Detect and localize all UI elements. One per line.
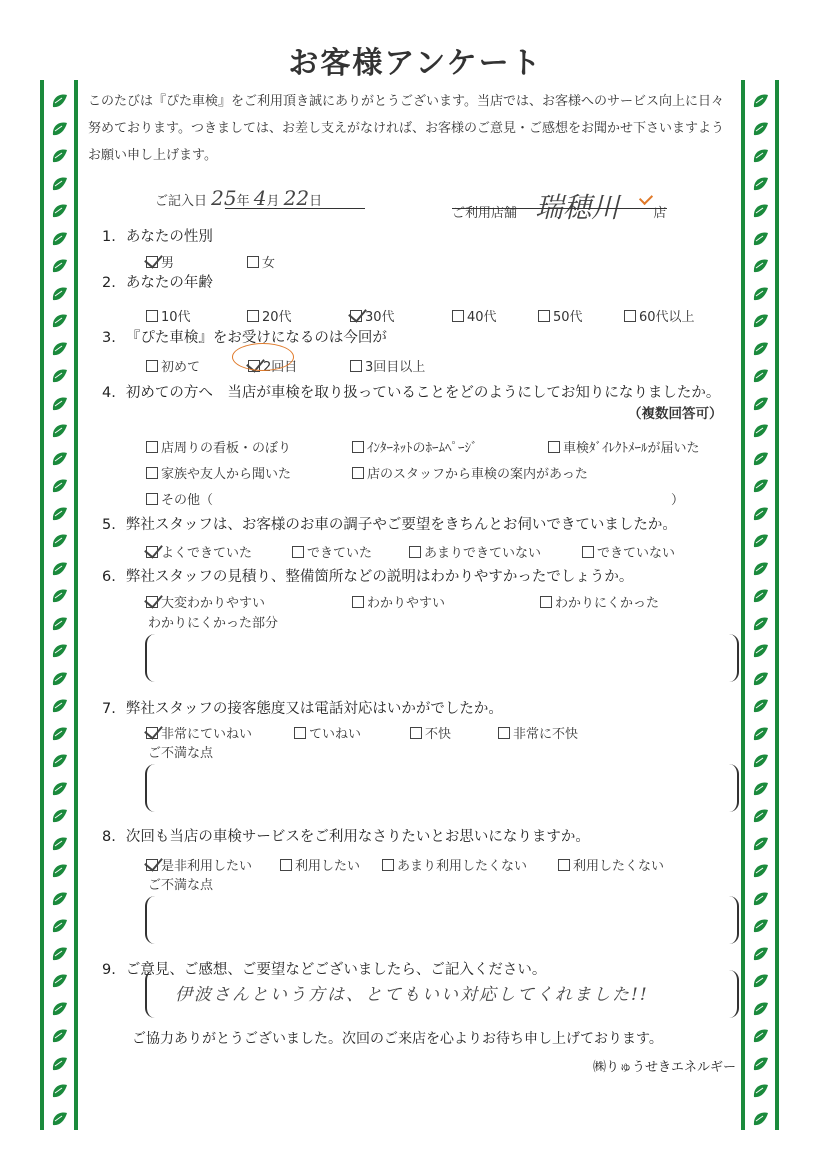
option-label: わかりやすい (367, 596, 446, 611)
date-label: ご記入日 (155, 194, 208, 209)
option-label: ） (671, 493, 685, 508)
leaf-ornament (751, 972, 771, 990)
leaf-ornament (50, 1110, 70, 1128)
leaf-ornament (751, 697, 771, 715)
question-number: 7. (102, 701, 116, 717)
leaf-ornament (50, 560, 70, 578)
option-6-2[interactable] (352, 592, 445, 611)
option-label: 3回目以上 (365, 360, 426, 375)
date-underline (225, 208, 365, 209)
leaf-ornament (751, 202, 771, 220)
checkbox[interactable] (624, 310, 636, 322)
question-6 (102, 565, 633, 586)
question-text: 初めての方へ 当店が車検を取り扱っていることをどのようにしてお知りになりましたか。 (125, 385, 721, 401)
question-text: あなたの性別 (125, 229, 213, 245)
leaf-ornament (50, 505, 70, 523)
leaf-ornament (50, 202, 70, 220)
date-year-unit: 年 (236, 194, 250, 209)
option-label: 男 (161, 256, 175, 271)
leaf-ornament (751, 147, 771, 165)
left-decorative-border (40, 80, 78, 1130)
question-1 (102, 225, 213, 246)
question-number: 1. (102, 229, 116, 245)
date-day-unit: 日 (309, 194, 323, 209)
option-label: 60代以上 (639, 310, 695, 325)
question-number: 8. (102, 829, 116, 845)
checkbox[interactable] (352, 467, 364, 479)
comment-label: ご不満な点 (148, 746, 214, 761)
checkbox[interactable] (146, 360, 158, 372)
comment-label: ご不満な点 (148, 878, 214, 893)
option-label: その他（ (161, 493, 214, 508)
leaf-ornament (751, 312, 771, 330)
intro-text: このたびは『ぴた車検』をご利用頂き誠にありがとうございます。当店では、お客様へのサービス向上に日々努めております。つきましては、お差し支えがなければ、お客様のご意見・ご感想をお聞かせ下さいますようお願い申し上げます。 (88, 94, 724, 163)
question-text: ご意見、ご感想、ご要望などございましたら、ご記入ください。 (125, 962, 547, 978)
leaf-ornament (50, 835, 70, 853)
leaf-ornament (50, 615, 70, 633)
option-4-1[interactable] (146, 437, 291, 456)
option-7-4[interactable] (498, 723, 578, 742)
option-5-4[interactable] (582, 542, 675, 561)
leaf-ornament (751, 560, 771, 578)
leaf-ornament (751, 505, 771, 523)
leaf-ornament (751, 340, 771, 358)
checkbox[interactable] (146, 310, 158, 322)
checkbox[interactable] (247, 310, 259, 322)
option-1-1[interactable] (146, 252, 174, 271)
question-8 (102, 825, 590, 846)
checkbox[interactable] (350, 360, 362, 372)
option-label: あまりできていない (424, 546, 542, 561)
option-5-2[interactable] (292, 542, 372, 561)
option-2-3[interactable] (350, 306, 395, 325)
question-number: 4. (102, 385, 116, 401)
option-4-5[interactable] (352, 463, 588, 482)
leaf-ornament (751, 1000, 771, 1018)
option-8-1[interactable] (146, 855, 252, 874)
option-label: 利用したくない (573, 859, 665, 874)
checkbox[interactable] (352, 441, 364, 453)
leaf-ornament (751, 1110, 771, 1128)
option-label: わかりにくかった (555, 596, 660, 611)
leaf-ornament (751, 835, 771, 853)
multiple-answers-note: （複数回答可） (628, 406, 723, 422)
checkbox[interactable] (292, 546, 304, 558)
leaf-ornament (50, 917, 70, 935)
option-1-2[interactable] (247, 252, 275, 271)
leaf-ornament (751, 890, 771, 908)
checkbox[interactable] (558, 859, 570, 871)
leaf-ornament (751, 1082, 771, 1100)
option-4-7[interactable] (671, 489, 684, 508)
checkbox[interactable] (382, 859, 394, 871)
leaf-ornament (50, 780, 70, 798)
leaf-ornament (751, 230, 771, 248)
company-name: ㈱りゅうせきエネルギー (592, 1060, 736, 1075)
leaf-ornament (50, 587, 70, 605)
leaf-ornament (751, 862, 771, 880)
option-2-4[interactable] (452, 306, 497, 325)
option-label: 10代 (161, 310, 191, 325)
leaf-ornament (751, 1027, 771, 1045)
question-5 (102, 513, 677, 534)
leaf-ornament (751, 257, 771, 275)
question-3 (102, 326, 387, 347)
option-3-3[interactable] (350, 356, 425, 375)
comment-answer: 伊波さんという方は、とてもいい対応してくれました!! (175, 985, 649, 1005)
leaf-ornament (751, 945, 771, 963)
checkbox[interactable] (452, 310, 464, 322)
checkbox[interactable] (548, 441, 560, 453)
leaf-ornament (751, 477, 771, 495)
option-8-2[interactable] (280, 855, 360, 874)
leaf-ornament (751, 807, 771, 825)
checkbox[interactable] (352, 596, 364, 608)
question-number: 3. (102, 330, 116, 346)
thanks-message: ご協力ありがとうございました。次回のご来店を心よりお待ち申し上げております。 (132, 1031, 663, 1047)
option-label: 2回目 (263, 360, 298, 375)
leaf-ornament (50, 532, 70, 550)
option-4-4[interactable] (146, 463, 291, 482)
option-label: できていた (307, 546, 373, 561)
date-day: 22 (283, 186, 310, 210)
question-number: 9. (102, 962, 116, 978)
checkbox[interactable] (146, 727, 158, 739)
date-month-unit: 月 (266, 194, 280, 209)
option-7-2[interactable] (294, 723, 361, 742)
leaf-ornament (50, 422, 70, 440)
leaf-ornament (50, 367, 70, 385)
comment-box[interactable] (145, 896, 739, 944)
leaf-ornament (751, 367, 771, 385)
option-5-1[interactable] (146, 542, 252, 561)
checkbox[interactable] (350, 310, 362, 322)
leaf-ornament (50, 395, 70, 413)
option-3-1[interactable] (146, 356, 200, 375)
checkbox[interactable] (146, 441, 158, 453)
leaf-ornament (751, 285, 771, 303)
leaf-ornament (50, 945, 70, 963)
leaf-ornament (751, 422, 771, 440)
checkbox[interactable] (247, 256, 259, 268)
checkbox[interactable] (538, 310, 550, 322)
option-label: 車検ﾀﾞｲﾚｸﾄﾒｰﾙが届いた (563, 441, 700, 456)
leaf-ornament (751, 642, 771, 660)
option-label: 大変わかりやすい (161, 596, 266, 611)
checkbox[interactable] (280, 859, 292, 871)
leaf-ornament (751, 725, 771, 743)
leaf-ornament (50, 1027, 70, 1045)
checkbox[interactable] (410, 727, 422, 739)
option-2-1[interactable] (146, 306, 191, 325)
leaf-ornament (751, 395, 771, 413)
leaf-ornament (50, 642, 70, 660)
entry-date (155, 186, 322, 210)
checkbox[interactable] (146, 859, 158, 871)
option-label: 店のスタッフから車検の案内があった (367, 467, 588, 482)
option-label: できていない (597, 546, 676, 561)
option-2-2[interactable] (247, 306, 292, 325)
leaf-ornament (50, 120, 70, 138)
leaf-ornament (751, 92, 771, 110)
leaf-ornament (751, 917, 771, 935)
option-label: 30代 (365, 310, 395, 325)
checkbox[interactable] (409, 546, 421, 558)
leaf-ornament (50, 972, 70, 990)
leaf-ornament (751, 780, 771, 798)
right-decorative-border (741, 80, 779, 1130)
option-7-3[interactable] (410, 723, 451, 742)
question-text: 次回も当店の車検サービスをご利用なさりたいとお思いになりますか。 (125, 829, 590, 845)
option-label: 50代 (553, 310, 583, 325)
store-suffix: 店 (653, 206, 667, 221)
date-month: 4 (253, 186, 267, 210)
option-4-2[interactable] (352, 437, 478, 456)
checkbox[interactable] (146, 256, 158, 268)
option-8-3[interactable] (382, 855, 527, 874)
leaf-ornament (50, 725, 70, 743)
question-text: 『ぴた車検』をお受けになるのは今回が (125, 330, 387, 346)
leaf-ornament (50, 670, 70, 688)
option-label: 店周りの看板・のぼり (161, 441, 292, 456)
leaf-ornament (50, 862, 70, 880)
question-text: 弊社スタッフの見積り、整備箇所などの説明はわかりやすかったでしょうか。 (125, 569, 634, 585)
option-label: 利用したい (295, 859, 361, 874)
leaf-ornament (50, 147, 70, 165)
option-label: 不快 (425, 727, 452, 742)
comment-box[interactable] (145, 634, 739, 682)
checkbox[interactable] (498, 727, 510, 739)
option-7-1[interactable] (146, 723, 252, 742)
store-field (452, 186, 666, 226)
leaf-ornament (50, 697, 70, 715)
leaf-ornament (751, 670, 771, 688)
leaf-ornament (50, 752, 70, 770)
question-2 (102, 271, 213, 292)
checkbox[interactable] (582, 546, 594, 558)
leaf-ornament (50, 92, 70, 110)
checkbox[interactable] (146, 493, 158, 505)
option-4-6[interactable] (146, 489, 213, 508)
leaf-ornament (50, 1000, 70, 1018)
option-label: 家族や友人から聞いた (161, 467, 292, 482)
checkbox[interactable] (146, 467, 158, 479)
leaf-ornament (50, 1055, 70, 1073)
checkbox[interactable] (540, 596, 552, 608)
question-number: 5. (102, 517, 116, 533)
option-4-3[interactable] (548, 437, 700, 456)
leaf-ornament (50, 230, 70, 248)
leaf-ornament (50, 257, 70, 275)
store-name: 瑞穂川 (535, 191, 620, 224)
leaf-ornament (50, 312, 70, 330)
leaf-ornament (751, 450, 771, 468)
pen-circle-mark (232, 343, 294, 371)
option-label: あまり利用したくない (397, 859, 528, 874)
leaf-ornament (50, 807, 70, 825)
option-label: ていねい (309, 727, 362, 742)
leaf-ornament (50, 477, 70, 495)
question-number: 6. (102, 569, 116, 585)
option-label: 非常にていねい (161, 727, 253, 742)
question-4 (102, 381, 720, 402)
option-label: よくできていた (161, 546, 253, 561)
option-6-1[interactable] (146, 592, 265, 611)
option-label: ｲﾝﾀｰﾈｯﾄのﾎｰﾑﾍﾟｰｼﾞ (367, 441, 478, 456)
leaf-ornament (50, 1082, 70, 1100)
option-label: 非常に不快 (513, 727, 579, 742)
option-8-4[interactable] (558, 855, 664, 874)
question-text: 弊社スタッフは、お客様のお車の調子やご要望をきちんとお伺いできていましたか。 (125, 517, 677, 533)
option-label: 女 (262, 256, 276, 271)
leaf-ornament (751, 615, 771, 633)
checkbox[interactable] (146, 596, 158, 608)
leaf-ornament (751, 532, 771, 550)
option-label: 20代 (262, 310, 292, 325)
leaf-ornament (50, 285, 70, 303)
option-6-3[interactable] (540, 592, 659, 611)
option-2-5[interactable] (538, 306, 583, 325)
page-title: お客様アンケート (288, 46, 543, 81)
leaf-ornament (751, 587, 771, 605)
store-label: ご利用店舗 (452, 206, 518, 221)
option-label: 初めて (161, 360, 201, 375)
question-text: あなたの年齢 (125, 275, 213, 291)
leaf-ornament (751, 752, 771, 770)
option-label: 是非利用したい (161, 859, 253, 874)
option-2-6[interactable] (624, 306, 695, 325)
leaf-ornament (50, 450, 70, 468)
question-text: 弊社スタッフの接客態度又は電話対応はいかがでしたか。 (125, 701, 503, 717)
leaf-ornament (50, 890, 70, 908)
question-7 (102, 697, 503, 718)
option-5-3[interactable] (409, 542, 541, 561)
option-label: 40代 (467, 310, 497, 325)
checkbox[interactable] (146, 546, 158, 558)
leaf-ornament (50, 340, 70, 358)
date-year: 25 (211, 186, 237, 210)
checkbox[interactable] (294, 727, 306, 739)
question-number: 2. (102, 275, 116, 291)
comment-label: わかりにくかった部分 (148, 616, 279, 631)
leaf-ornament (751, 1055, 771, 1073)
leaf-ornament (751, 120, 771, 138)
leaf-ornament (751, 175, 771, 193)
leaf-ornament (50, 175, 70, 193)
store-underline (452, 208, 667, 209)
comment-box[interactable] (145, 764, 739, 812)
